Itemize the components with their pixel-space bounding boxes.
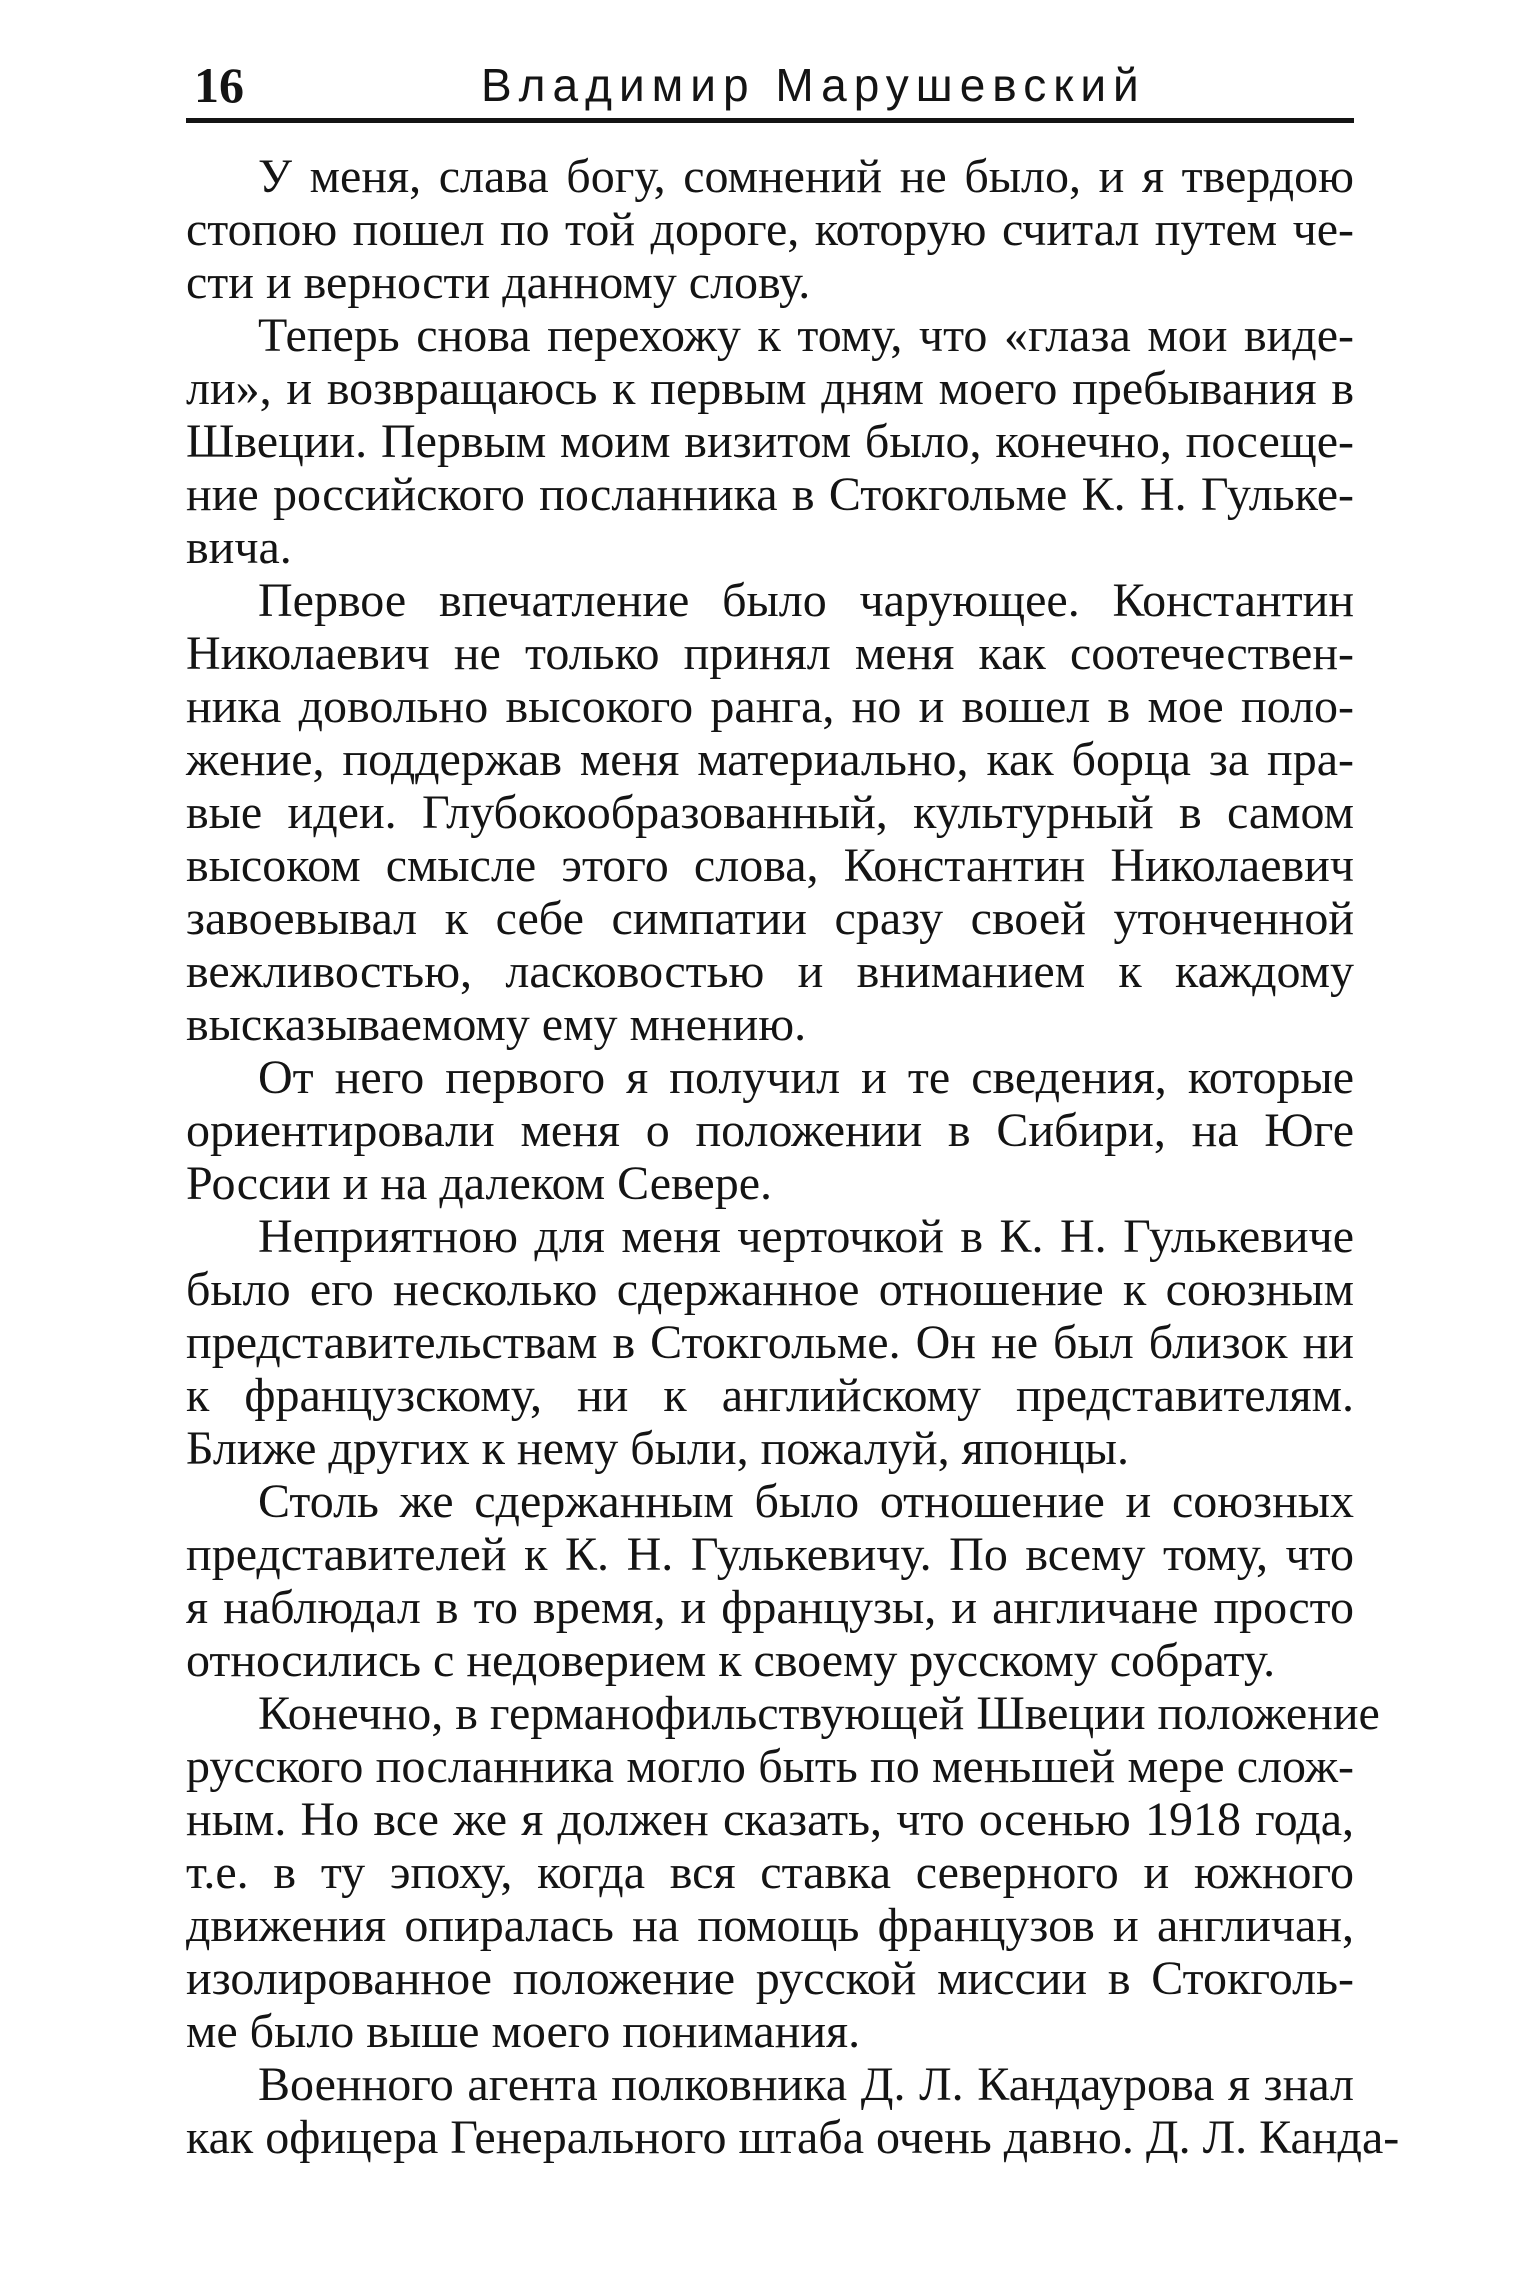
text-line: Николаевич не только принял меня как соотечествен- <box>186 627 1354 680</box>
text-line: Первое впечатление было чарующее. Константин <box>258 574 1354 627</box>
text-line: было его несколько сдержанное отношение к союзным <box>186 1263 1354 1316</box>
paragraph <box>186 1687 1380 2058</box>
text-line: стопою пошел по той дороге, которую считал путем че- <box>186 203 1354 256</box>
text-line: У меня, слава богу, сомнений не было, и я твердою <box>258 150 1354 203</box>
text-line: представительствам в Стокгольме. Он не был близок ни <box>186 1316 1354 1369</box>
text-line: Теперь снова перехожу к тому, что «глаза мои виде- <box>258 309 1354 362</box>
text-line: Швеции. Первым моим визитом было, конечно, посеще- <box>186 415 1354 468</box>
text-line: изолированное положение русской миссии в Стокголь- <box>186 1952 1354 2005</box>
text-line: относились с недоверием к своему русскому собрату. <box>186 1634 1276 1687</box>
text-line: Конечно, в германофильствующей Швеции положение <box>258 1687 1380 1740</box>
text-line: движения опиралась на помощь французов и англичан, <box>186 1899 1354 1952</box>
text-line: русского посланника могло быть по меньшей мере слож- <box>186 1740 1354 1793</box>
paragraph <box>186 574 1354 1051</box>
text-line: ориентировали меня о положении в Сибири, на Юге <box>186 1104 1354 1157</box>
paragraph <box>186 1051 1354 1210</box>
text-line: т.е. в ту эпоху, когда вся ставка северного и южного <box>186 1846 1354 1899</box>
text-line: ника довольно высокого ранга, но и вошел в мое поло- <box>186 680 1354 733</box>
running-title: Владимир Марушевский <box>481 59 1146 111</box>
text-line: вича. <box>186 521 292 574</box>
page-number: 16 <box>194 57 244 113</box>
paragraph <box>186 1475 1354 1687</box>
paragraph <box>186 309 1354 574</box>
paragraph <box>186 1210 1354 1475</box>
page-header <box>186 55 1356 125</box>
text-line: Ближе других к нему были, пожалуй, японцы. <box>186 1422 1129 1475</box>
text-line: жение, поддержав меня материально, как борца за пра- <box>186 733 1354 786</box>
paragraph <box>186 2058 1400 2164</box>
text-line: представителей к К. Н. Гулькевичу. По всему тому, что <box>186 1528 1354 1581</box>
text-line: к французскому, ни к английскому представителям. <box>186 1369 1354 1422</box>
paragraph <box>186 150 1354 309</box>
text-body <box>186 150 1400 2164</box>
text-line: От него первого я получил и те сведения, которые <box>258 1051 1354 1104</box>
text-line: вые идеи. Глубокообразованный, культурный в самом <box>186 786 1354 839</box>
text-line: ние российского посланника в Стокгольме К. Н. Гульке- <box>186 468 1354 521</box>
header-rule <box>186 118 1354 123</box>
text-line: Военного агента полковника Д. Л. Кандаурова я знал <box>258 2058 1354 2111</box>
text-line: как офицера Генерального штаба очень давно. Д. Л. Канда- <box>186 2111 1400 2164</box>
text-line: вежливостью, ласковостью и вниманием к каждому <box>186 945 1354 998</box>
text-line: завоевывал к себе симпатии сразу своей утонченной <box>186 892 1354 945</box>
text-line: России и на далеком Севере. <box>186 1157 773 1210</box>
text-line: я наблюдал в то время, и французы, и англичане просто <box>186 1581 1354 1634</box>
text-line: Столь же сдержанным было отношение и союзных <box>258 1475 1354 1528</box>
text-line: высоком смысле этого слова, Константин Николаевич <box>186 839 1354 892</box>
text-line: Неприятною для меня черточкой в К. Н. Гулькевиче <box>258 1210 1354 1263</box>
text-line: ным. Но все же я должен сказать, что осенью 1918 года, <box>186 1793 1354 1846</box>
text-line: сти и верности данному слову. <box>186 256 811 309</box>
text-line: высказываемому ему мнению. <box>186 998 807 1051</box>
text-line: ме было выше моего понимания. <box>186 2005 861 2058</box>
text-line: ли», и возвращаюсь к первым дням моего пребывания в <box>186 362 1354 415</box>
